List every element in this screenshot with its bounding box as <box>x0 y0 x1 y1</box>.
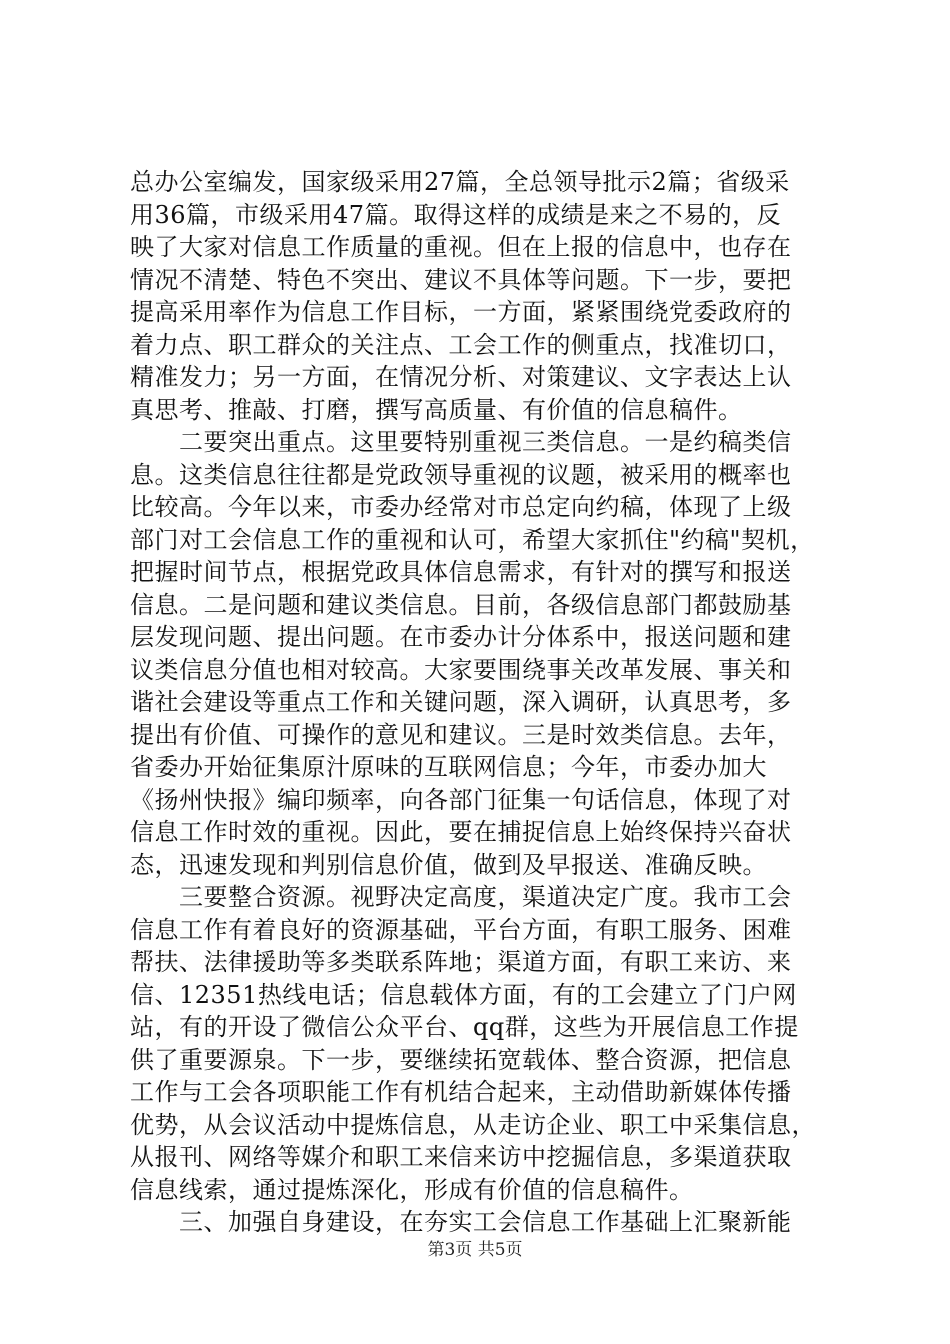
text-line: 真思考、推敲、打磨，撰写高质量、有价值的信息稿件。 <box>130 395 743 424</box>
text-line: 供了重要源泉。下一步，要继续拓宽载体、整合资源，把信息 <box>130 1045 792 1074</box>
text-line: 谐社会建设等重点工作和关键问题，深入调研，认真思考，多 <box>130 688 792 716</box>
text-line: 情况不清楚、特色不突出、建议不具体等问题。下一步，要把 <box>130 265 792 294</box>
text-line: 信、12351热线电话；信息载体方面，有的工会建立了门户网 <box>130 980 797 1009</box>
text-line: 态，迅速发现和判别信息价值，做到及早报送、准确反映。 <box>130 850 767 879</box>
text-line: 信息。二是问题和建议类信息。目前，各级信息部门都鼓励基 <box>130 590 792 619</box>
text-line: 信息工作时效的重视。因此，要在捕捉信息上始终保持兴奋状 <box>130 818 792 846</box>
text-line: 息。这类信息往往都是党政领导重视的议题，被采用的概率也 <box>130 460 792 489</box>
text-line: 站，有的开设了微信公众平台、qq群，这些为开展信息工作提 <box>130 1013 799 1041</box>
text-line: 二要突出重点。这里要特别重视三类信息。一是约稿类信 <box>130 428 792 456</box>
text-line: 比较高。今年以来，市委办经常对市总定向约稿，体现了上级 <box>130 493 792 521</box>
text-line: 信息线索，通过提炼深化，形成有价值的信息稿件。 <box>130 1175 694 1204</box>
text-line: 映了大家对信息工作质量的重视。但在上报的信息中，也存在 <box>130 233 792 261</box>
text-line: 《扬州快报》编印频率，向各部门征集一句话信息，体现了对 <box>130 785 792 814</box>
text-line: 省委办开始征集原汁原味的互联网信息；今年，市委办加大 <box>130 753 767 781</box>
text-line: 信息工作有着良好的资源基础，平台方面，有职工服务、困难 <box>130 915 792 944</box>
text-line: 提高采用率作为信息工作目标，一方面，紧紧围绕党委政府的 <box>130 298 792 326</box>
text-line: 用36篇，市级采用47篇。取得这样的成绩是来之不易的，反 <box>130 200 782 229</box>
text-line: 帮扶、法律援助等多类联系阵地；渠道方面，有职工来访、来 <box>130 948 792 976</box>
body-text <box>130 166 830 1239</box>
text-line: 三、加强自身建设，在夯实工会信息工作基础上汇聚新能 <box>130 1208 792 1236</box>
page-footer: 第3页 共5页 <box>427 1240 523 1260</box>
text-line: 部门对工会信息工作的重视和认可，希望大家抓住"约稿"契机， <box>130 525 815 554</box>
text-line: 工作与工会各项职能工作有机结合起来，主动借助新媒体传播 <box>130 1078 792 1106</box>
text-line: 把握时间节点，根据党政具体信息需求，有针对的撰写和报送 <box>130 558 792 586</box>
text-line: 三要整合资源。视野决定高度，渠道决定广度。我市工会 <box>130 883 792 911</box>
text-line: 从报刊、网络等媒介和职工来信来访中挖掘信息，多渠道获取 <box>130 1143 792 1171</box>
text-line: 优势，从会议活动中提炼信息，从走访企业、职工中采集信息， <box>130 1110 816 1139</box>
text-line: 精准发力；另一方面，在情况分析、对策建议、文字表达上认 <box>130 363 792 391</box>
text-line: 提出有价值、可操作的意见和建议。三是时效类信息。去年， <box>130 720 792 749</box>
text-line: 议类信息分值也相对较高。大家要围绕事关改革发展、事关和 <box>130 655 792 684</box>
text-line: 着力点、职工群众的关注点、工会工作的侧重点，找准切口， <box>130 330 792 359</box>
text-line: 总办公室编发，国家级采用27篇，全总领导批示2篇；省级采 <box>130 168 790 196</box>
text-line: 层发现问题、提出问题。在市委办计分体系中，报送问题和建 <box>130 623 792 651</box>
